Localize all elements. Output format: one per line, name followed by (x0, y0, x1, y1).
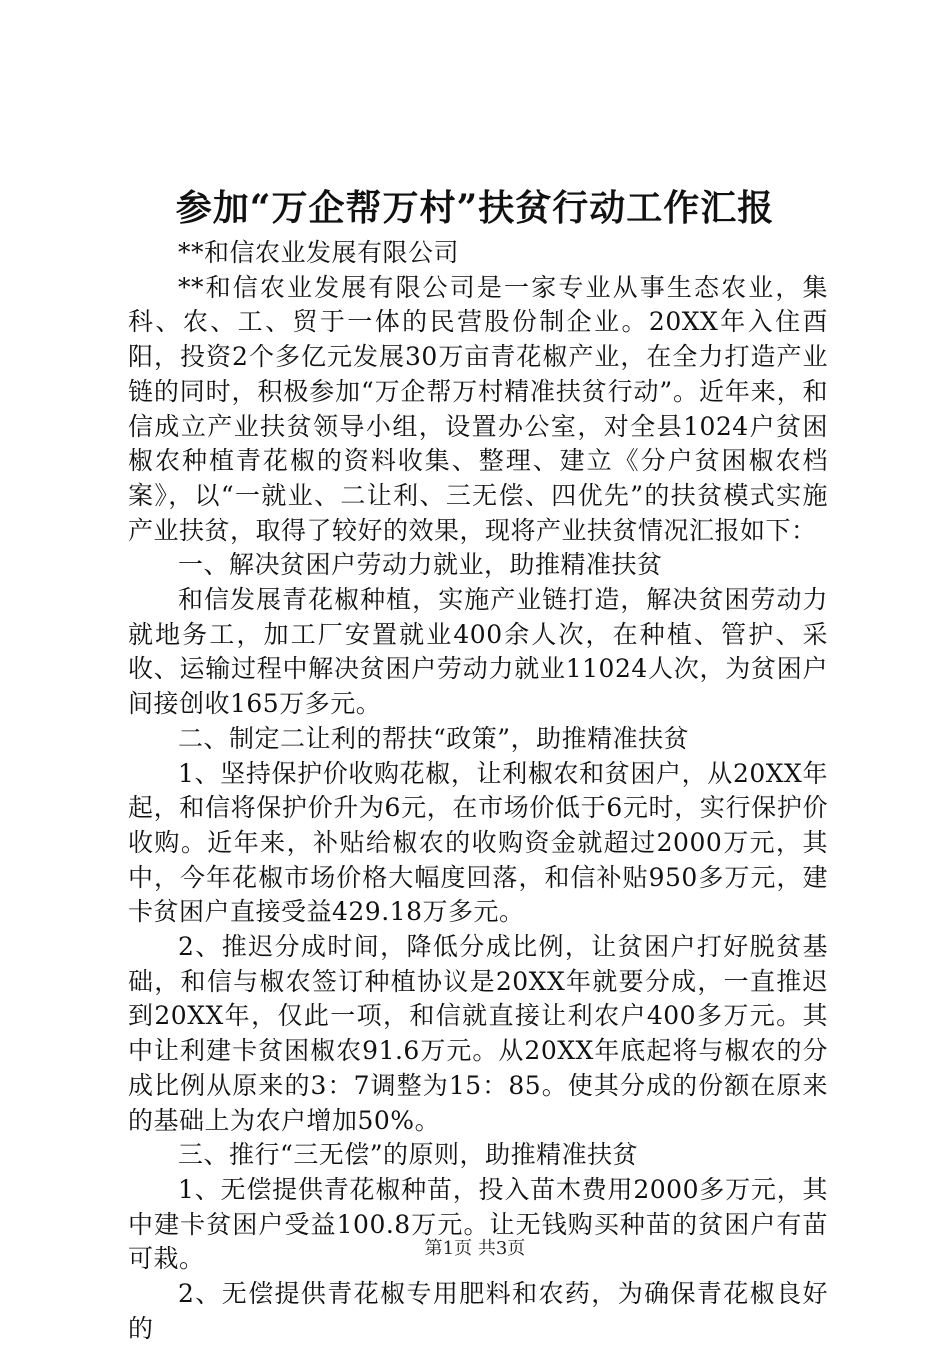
paragraph-profit-sharing: 2、推迟分成时间，降低分成比例，让贫困户打好脱贫基础，和信与椒农签订种植协议是20XX年就要分成，一直推迟到20XX年，仅此一项，和信就直接让利农户400多万元。其中让利建卡贫困椒农91.6万元。从20XX年底起将与椒农的分成比例从原来的3：7调整为15：85。使其分成的份额在原来的基础上为农户增加50%。 (128, 932, 828, 1135)
paragraph-protection-price: 1、坚持保护价收购花椒，让利椒农和贫困户，从20XX年起，和信将保护价升为6元，在市场价低于6元时，实行保护价收购。近年来，补贴给椒农的收购资金就超过2000万元，其中，今年花椒市场价格大幅度回落，和信补贴950多万元，建卡贫困户直接受益429.18万多元。 (128, 758, 828, 927)
paragraph-free-fertilizer: 2、无偿提供青花椒专用肥料和农药，为确保青花椒良好的 (128, 1279, 828, 1343)
company-line: **和信农业发展有限公司 (178, 238, 460, 267)
page-footer (0, 1237, 950, 1261)
section-heading-3: 三、推行“三无偿”的原则，助推精准扶贫 (178, 1140, 639, 1170)
section-heading-1: 一、解决贫困户劳动力就业，助推精准扶贫 (178, 550, 663, 580)
paragraph-free-seedlings: 1、无偿提供青花椒种苗，投入苗木费用2000多万元，其中建卡贫困户受益100.8万元。让无钱购买种苗的贫困户有苗可栽。 (128, 1174, 828, 1274)
paragraph-employment: 和信发展青花椒种植，实施产业链打造，解决贫困劳动力就地务工，加工厂安置就业400余人次，在种植、管护、采收、运输过程中解决贫困户劳动力就业11024人次，为贫困户间接创收165万多元。 (128, 585, 828, 719)
document-body (128, 236, 828, 1347)
document-title: 参加“万企帮万村”扶贫行动工作汇报 (175, 187, 775, 229)
page-indicator: 第1页 共3页 (424, 1238, 526, 1259)
section-heading-2: 二、制定二让利的帮扶“政策”，助推精准扶贫 (178, 723, 690, 753)
paragraph-intro: **和信农业发展有限公司是一家专业从事生态农业，集科、农、工、贸于一体的民营股份制企业。20XX年入住酉阳，投资2个多亿元发展30万亩青花椒产业，在全力打造产业链的同时，积极参加“万企帮万村精准扶贫行动”。近年来，和信成立产业扶贫领导小组，设置办公室，对全县1024户贫困椒农种植青花椒的资料收集、整理、建立《分户贫困椒农档案》，以“一就业、二让利、三无偿、四优先”的扶贫模式实施产业扶贫，取得了较好的效果，现将产业扶贫情况汇报如下： (128, 272, 828, 545)
